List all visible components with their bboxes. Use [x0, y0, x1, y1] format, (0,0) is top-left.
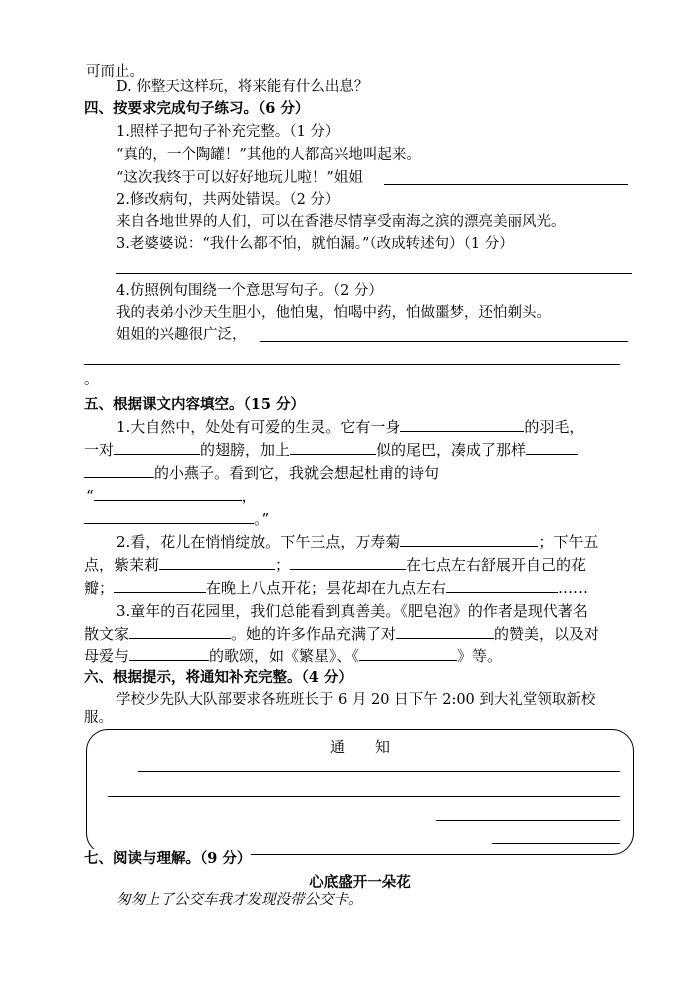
blank[interactable]: [84, 509, 254, 524]
section-6-heading: 六、根据提示，将通知补充完整。（4 分）: [84, 669, 353, 686]
fill-line: [84, 463, 439, 483]
question-4-2: 2.修改病句，共两处错误。（2 分）: [116, 192, 340, 208]
story-paragraph: 匆匆上了公交车我才发现没带公交卡。: [116, 892, 363, 908]
blank[interactable]: [396, 624, 494, 639]
example-sentence-2: 我的表弟小沙天生胆小，他怕鬼，怕喝中药，怕做噩梦，还怕剃头。: [116, 305, 551, 321]
sick-sentence: 来自各地世界的人们，可以在香港尽情享受南海之滨的漂亮美丽风光。: [116, 214, 566, 230]
question-5-3: 3.童年的百花园里，我们总能看到真善美。《肥皂泡》的作者是现代著名: [116, 602, 588, 620]
notice-prompt-end: 服。: [84, 710, 113, 726]
question-4-1: 1.照样子把句子补充完整。（1 分）: [116, 124, 340, 140]
text: 母爱与: [84, 647, 130, 665]
text: ；下午五: [538, 533, 599, 551]
text-line: 可而止。: [86, 64, 144, 80]
fill-line: [86, 486, 257, 506]
blank[interactable]: [159, 555, 275, 570]
text: 似的尾巴，凑成了那样: [376, 441, 527, 459]
text: 瓣；: [84, 579, 115, 597]
option-d: D. 你整天这样玩，将来能有什么出息？: [116, 79, 369, 95]
section-7-heading: 七、阅读与理解。（9 分）: [84, 850, 252, 867]
text: ……: [558, 579, 589, 597]
text: 。她的许多作品充满了对: [231, 625, 397, 643]
answer-line[interactable]: [84, 364, 620, 365]
text: 点，紫茉莉: [84, 556, 160, 574]
text: 一对: [84, 441, 115, 459]
blank[interactable]: [290, 440, 376, 455]
blank[interactable]: [94, 486, 242, 501]
text: 》等。: [457, 647, 503, 665]
blank[interactable]: [84, 463, 154, 478]
notice-prompt: 学校少先队大队部要求各班班长于 6 月 20 日下午 2:00 到大礼堂领取新校: [116, 692, 596, 708]
answer-blank[interactable]: [260, 341, 628, 342]
notice-line[interactable]: [138, 771, 620, 772]
fill-line: [116, 417, 584, 437]
text: 的翅膀，加上: [200, 441, 291, 459]
blank[interactable]: [400, 532, 538, 547]
text: 1.大自然中，处处有可爱的生灵。它有一身: [116, 418, 401, 436]
fill-line: [84, 555, 586, 575]
blank[interactable]: [526, 440, 578, 455]
fill-line: [84, 646, 502, 666]
notice-title: 通 知: [329, 738, 390, 756]
text: 。”: [254, 510, 270, 528]
text: ；: [275, 556, 291, 574]
notice-line[interactable]: [436, 820, 620, 821]
sentence-start: 姐姐的兴趣很广泛，: [116, 327, 247, 343]
end-period: 。: [84, 372, 99, 388]
fill-line: [116, 532, 598, 552]
fill-line: [116, 168, 363, 188]
section-4-heading: 四、按要求完成句子练习。（6 分）: [84, 100, 310, 117]
blank[interactable]: [129, 646, 209, 661]
story-title: 心底盛开一朵花: [309, 874, 411, 891]
question-4-3: 3.老婆婆说：“我什么都不怕，就怕漏。”（改成转述句）（1 分）: [116, 236, 514, 252]
text: 的羽毛，: [524, 418, 585, 436]
text: 的歌颂，如《繁星》、《: [209, 647, 360, 665]
text: “: [86, 487, 94, 505]
fill-line: [84, 509, 269, 529]
text: 的赞美，以及对: [494, 625, 600, 643]
blank[interactable]: [114, 440, 200, 455]
question-4-4: 4.仿照例句围绕一个意思写句子。（2 分）: [116, 283, 383, 299]
text: ，: [241, 487, 257, 505]
blank[interactable]: [129, 624, 231, 639]
text: 的小燕子。看到它，我就会想起杜甫的诗句: [154, 464, 440, 482]
blank[interactable]: [359, 646, 457, 661]
text: 散文家: [84, 625, 130, 643]
blank[interactable]: [446, 578, 558, 593]
answer-blank[interactable]: [384, 184, 628, 185]
sentence-prompt: “这次我终于可以好好地玩儿啦！”姐姐: [116, 170, 363, 186]
notice-line[interactable]: [492, 843, 620, 844]
text: 在晚上八点开花；昙花却在九点左右: [206, 579, 447, 597]
example-sentence: “真的，一个陶罐！”其他的人都高兴地叫起来。: [116, 147, 421, 163]
text: 在七点左右舒展开自己的花: [406, 556, 587, 574]
fill-line: [84, 578, 588, 598]
fill-line: [84, 624, 599, 644]
answer-line[interactable]: [116, 273, 632, 274]
blank[interactable]: [114, 578, 206, 593]
text: 2.看，花儿在悄悄绽放。下午三点，万寿菊: [116, 533, 401, 551]
fill-line: [84, 440, 578, 460]
notice-line[interactable]: [108, 796, 620, 797]
blank[interactable]: [400, 417, 524, 432]
blank[interactable]: [290, 555, 406, 570]
section-5-heading: 五、根据课文内容填空。（15 分）: [84, 396, 305, 413]
